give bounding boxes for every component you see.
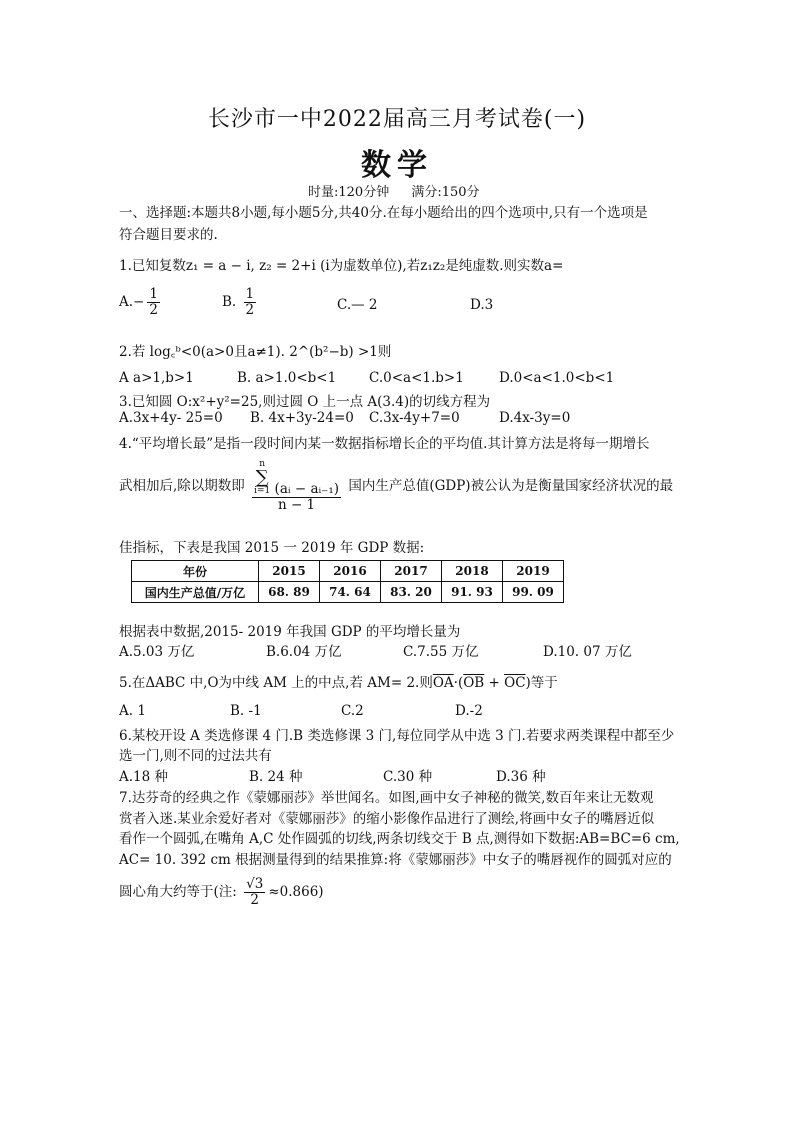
q1-a-label: A.: [119, 293, 134, 310]
q5-stem-post: )等于: [525, 675, 558, 691]
gdp-value-cell: 74. 64: [320, 582, 381, 603]
q6-option-a: A.18 种: [119, 769, 169, 785]
gdp-table: [131, 560, 564, 603]
exam-meta: [308, 181, 498, 200]
exam-title: 长沙市一中2022届高三月考试卷(一): [207, 107, 587, 132]
q1-b-fraction: [244, 287, 257, 318]
subject-title: 数学: [361, 148, 433, 183]
q6-stem-line1: 6.某校开设 A 类选修课 4 门.B 类选修课 3 门,每位同学从中选 3 门.若要求两类课程中都至少: [119, 728, 675, 744]
q2-option-c: C.0<a<1.b>1: [369, 370, 464, 386]
q7-line4: AC= 10. 392 cm 根据测量得到的结果推算:将《蒙娜丽莎》中女子的嘴唇视作的圆弧对应的: [119, 852, 672, 868]
sum-lower-limit: i=1: [254, 486, 271, 496]
q4-stem-line4: 根据表中数据,2015- 2019 年我国 GDP 的平均增长量为: [119, 624, 461, 640]
table-row: [132, 561, 564, 582]
q7-line5: [119, 877, 324, 908]
year-cell: 2019: [503, 561, 564, 582]
q7-line3: 看作一个圆弧,在嘴角 A,C 处作圆弧的切线,两条切线交于 B 点,测得如下数据:AB=BC=6 cm,: [119, 831, 680, 847]
q1-a-num: 1: [149, 286, 158, 302]
q5-stem-pre: 5.在ΔABC 中,O为中线 AM 上的中点,若 AM= 2.则: [119, 675, 433, 691]
q1-stem: 1.已知复数z₁ = a − i, z₂ = 2+i (i为虚数单位),若z₁z₂是纯虚数.则实数a=: [119, 258, 564, 274]
q6-option-d: D.36 种: [496, 769, 546, 785]
q1-option-a: [119, 287, 163, 318]
sqrt3-denominator: 2: [250, 891, 260, 908]
q6-option-b: B. 24 种: [249, 769, 303, 785]
gdp-value-cell: 83. 20: [381, 582, 442, 603]
gdp-table-wrapper: [131, 560, 564, 603]
q4-option-d: D.10. 07 万亿: [543, 644, 632, 660]
vector-oa: $\overline{OA}$: [432, 675, 454, 691]
q1-a-sign: −: [133, 293, 145, 310]
q7-line2: 赏者入迷.某业余爱好者对《蒙娜丽莎》的缩小影像作品进行了测绘,将画中女子的嘴唇近似: [119, 811, 655, 827]
q4-stem-line2: [119, 460, 673, 513]
q3-option-a: A.3x+4y- 25=0: [119, 410, 223, 426]
sum-upper-limit: n: [259, 459, 266, 469]
q3-option-d: D.4x-3y=0: [499, 410, 571, 426]
q1-b-num: 1: [245, 286, 255, 302]
q2-option-b: B. a>1.0<b<1: [237, 370, 337, 386]
gdp-value-cell: 91. 93: [442, 582, 503, 603]
section-instruction-line2: 符合题目要求的.: [119, 227, 218, 243]
q5-dot: ·(: [453, 675, 464, 691]
q2-option-a: A a>1,b>1: [119, 370, 194, 386]
q1-option-d: D.3: [470, 297, 494, 313]
q6-stem-line2: 选一门,则不同的过法共有: [119, 748, 272, 764]
q3-option-b: B. 4x+3y-24=0: [250, 410, 354, 426]
q3-stem: 3.已知圆 O:x²+y²=25,则过圆 O 上一点 A(3.4)的切线方程为: [119, 394, 491, 410]
year-cell: 2016: [320, 561, 381, 582]
q1-b-label: B.: [222, 293, 237, 310]
q1-b-den: 2: [245, 301, 255, 318]
q6-option-c: C.30 种: [383, 769, 433, 785]
q4-option-a: A.5.03 万亿: [119, 644, 195, 660]
q1-option-b: [222, 287, 259, 318]
sqrt3-numerator: √3: [246, 876, 264, 892]
table-header-cell: 年份: [132, 561, 259, 582]
section-instruction-line1: 一、选择题:本题共8小题,每小题5分,共40分.在每小题给出的四个选项中,只有一个选项是: [119, 205, 648, 221]
q4-stem-line3: 佳指标，下表是我国 2015 一 2019 年 GDP 数据:: [119, 540, 425, 556]
sigma-symbol: n ∑ i=1: [254, 459, 271, 496]
table-row: [132, 582, 564, 603]
year-cell: 2018: [442, 561, 503, 582]
q4-stem-line1: 4.“平均增长最”是指一段时间内某一数据指标增长企的平均值.其计算方法是将每一期增长: [119, 436, 650, 452]
q2-option-d: D.0<a<1.0<b<1: [499, 370, 615, 386]
q4-stem-pre: 武相加后,除以期数即: [119, 477, 245, 494]
year-cell: 2015: [259, 561, 320, 582]
q5-option-d: D.-2: [455, 703, 483, 719]
q4-option-b: B.6.04 万亿: [266, 644, 342, 660]
q4-stem-post: 国内生产总值(GDP)被公认为是衡量国家经济状况的最: [348, 477, 674, 494]
formula-numerator: [252, 460, 341, 498]
q5-option-c: C.2: [341, 703, 364, 719]
year-cell: 2017: [381, 561, 442, 582]
formula-denominator: n − 1: [277, 496, 316, 513]
q1-option-c: C.— 2: [337, 297, 378, 313]
time-limit: 时量:120分钟: [308, 185, 390, 200]
q4-option-c: C.7.55 万亿: [403, 644, 479, 660]
q1-a-fraction: [147, 287, 160, 318]
avg-growth-formula: [252, 460, 341, 513]
q3-option-c: C.3x-4y+7=0: [369, 410, 460, 426]
q5-plus: +: [484, 675, 505, 691]
sum-term: (aᵢ − aᵢ₋₁): [274, 481, 340, 497]
vector-ob: $\overline{OB}$: [463, 675, 485, 691]
q7-line5-post: ≈0.866): [268, 883, 324, 900]
table-header-cell: 国内生产总值/万亿: [132, 582, 259, 603]
sqrt3-over-2: [244, 877, 265, 908]
q5-option-a: A. 1: [119, 703, 146, 719]
full-score: 满分:150分: [411, 185, 480, 200]
q2-stem: 2.若 log꜀ᵇ<0(a>0且a≠1). 2^(b²−b) >1则: [119, 344, 392, 360]
q5-stem: [119, 671, 558, 691]
q7-line1: 7.达芬奇的经典之作《蒙娜丽莎》举世闻名。如图,画中女子神秘的微笑,数百年来让无数观: [119, 790, 654, 806]
q7-line5-pre: 圆心角大约等于(注:: [119, 883, 237, 900]
vector-oc: $\overline{OC}$: [504, 675, 526, 691]
gdp-value-cell: 68. 89: [259, 582, 320, 603]
q5-option-b: B. -1: [230, 703, 262, 719]
q1-a-den: 2: [149, 301, 158, 318]
gdp-value-cell: 99. 09: [503, 582, 564, 603]
